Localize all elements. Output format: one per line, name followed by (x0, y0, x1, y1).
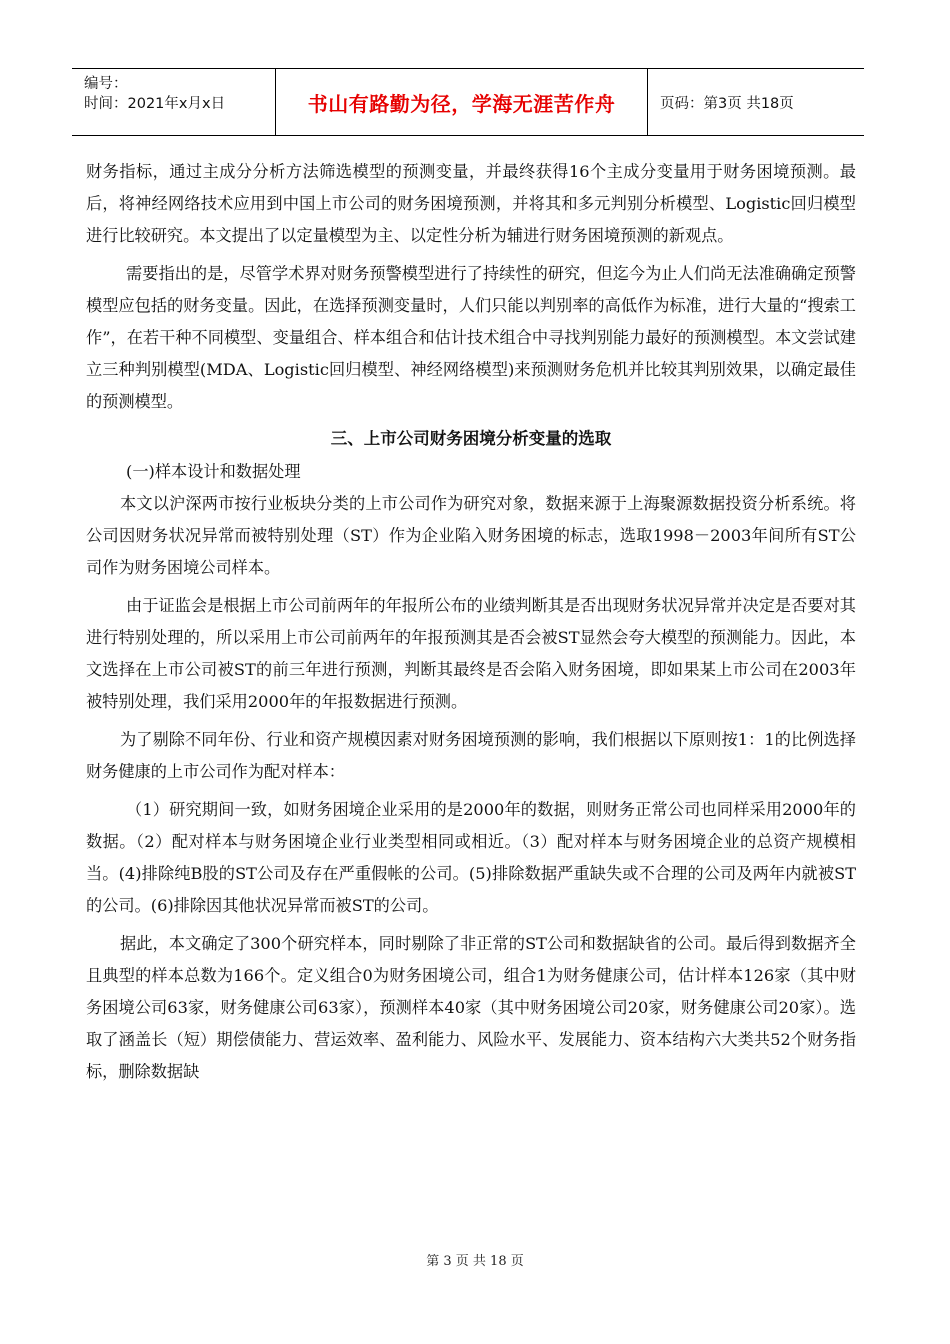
document-number-label: 编号： (84, 76, 128, 92)
document-body (86, 156, 856, 1088)
paragraph: 需要指出的是，尽管学术界对财务预警模型进行了持续性的研究，但迄今为止人们尚无法准确确定预警模型应包括的财务变量。因此，在选择预测变量时，人们只能以判别率的高低作为标准，进行大量的“搜索工作”，在若干种不同模型、变量组合、样本组合和估计技术组合中寻找判别能力最好的预测模型。本文尝试建立三种判别模型(MDA、Logistic回归模型、神经网络模型)来预测财务危机并比较其判别效果，以确定最佳的预测模型。 (86, 264, 856, 411)
paragraph: 本文以沪深两市按行业板块分类的上市公司作为研究对象，数据来源于上海聚源数据投资分析系统。将公司因财务状况异常而被特别处理（ST）作为企业陷入财务困境的标志，选取1998－2003年间所有ST公司作为财务困境公司样本。 (86, 494, 856, 577)
page-header (72, 68, 864, 136)
paragraph: 据此，本文确定了300个研究样本，同时剔除了非正常的ST公司和数据缺省的公司。最后得到数据齐全且典型的样本总数为166个。定义组合0为财务困境公司，组合1为财务健康公司，估计样本126家（其中财务困境公司63家，财务健康公司63家），预测样本40家（其中财务困境公司20家，财务健康公司20家）。选取了涵盖长（短）期偿债能力、营运效率、盈利能力、风险水平、发展能力、资本结构六大类共52个财务指标，删除数据缺 (86, 934, 856, 1081)
paragraph: （1）研究期间一致，如财务困境企业采用的是2000年的数据，则财务正常公司也同样采用2000年的数据。（2）配对样本与财务困境企业行业类型相同或相近。（3）配对样本与财务困境企业的总资产规模相当。(4)排除纯B股的ST公司及存在严重假帐的公司。(5)排除数据严重缺失或不合理的公司及两年内就被ST的公司。(6)排除因其他状况异常而被ST的公司。 (86, 800, 856, 915)
page-footer: 第 3 页 共 18 页 (426, 1254, 524, 1269)
paragraph: 财务指标，通过主成分分析方法筛选模型的预测变量，并最终获得16个主成分变量用于财务困境预测。最后，将神经网络技术应用到中国上市公司的财务困境预测，并将其和多元判别分析模型、Logistic回归模型进行比较研究。本文提出了以定量模型为主、以定性分析为辅进行财务困境预测的新观点。 (86, 162, 856, 245)
section-heading: 三、上市公司财务困境分析变量的选取 (330, 429, 612, 448)
paragraph: 为了剔除不同年份、行业和资产规模因素对财务困境预测的影响，我们根据以下原则按1：1的比例选择财务健康的上市公司作为配对样本： (86, 730, 856, 781)
header-motto: 书山有路勤为径，学海无涯苦作舟 (276, 69, 648, 135)
document-date-label: 时间：2021年x月x日 (84, 96, 226, 112)
paragraph: 由于证监会是根据上市公司前两年的年报所公布的业绩判断其是否出现财务状况异常并决定是否要对其进行特别处理的，所以采用上市公司前两年的年报预测其是否会被ST显然会夸大模型的预测能力。因此，本文选择在上市公司被ST的前三年进行预测，判断其最终是否会陷入财务困境，即如果某上市公司在2003年被特别处理，我们采用2000年的年报数据进行预测。 (86, 596, 856, 711)
subsection-heading: (一)样本设计和数据处理 (126, 462, 301, 481)
header-page-label: 页码：第3页 共18页 (660, 95, 794, 112)
header-meta (72, 69, 276, 135)
